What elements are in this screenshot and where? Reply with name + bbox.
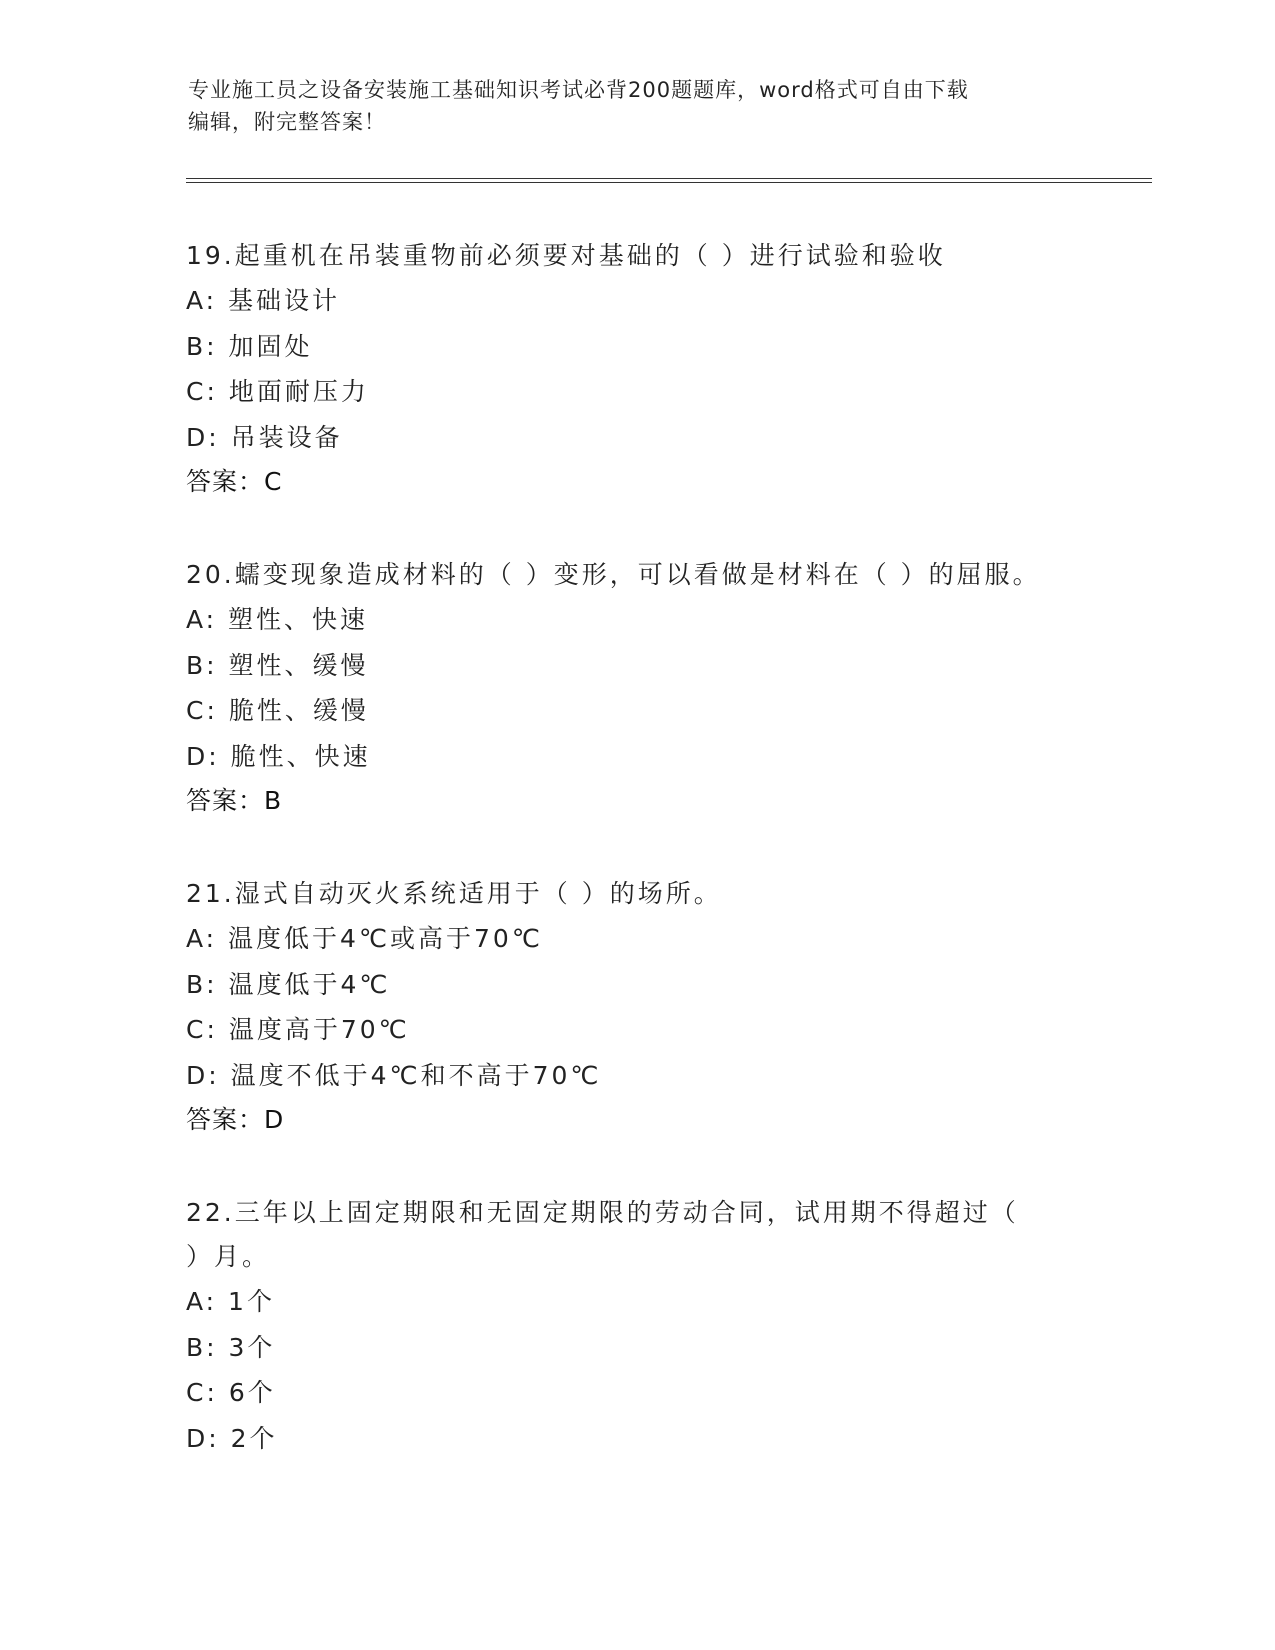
option-c: C: 温度高于70℃ <box>186 1015 410 1044</box>
option-c: C: 脆性、缓慢 <box>186 696 369 725</box>
question-21 <box>186 872 1066 1142</box>
option-b: B: 3个 <box>186 1332 276 1362</box>
answer-line: 答案：D <box>186 1105 285 1134</box>
option-d: D: 吊装设备 <box>186 422 343 452</box>
question-stem-line-1: 22.三年以上固定期限和无固定期限的劳动合同，试用期不得超过（ <box>186 1198 1019 1227</box>
question-stem: 20.蠕变现象造成材料的（ ）变形，可以看做是材料在（ ）的屈服。 <box>186 560 1041 589</box>
option-b: B: 温度低于4℃ <box>186 969 391 999</box>
header-divider-top <box>186 178 1152 179</box>
option-a: A: 1个 <box>186 1287 275 1316</box>
question-19 <box>186 234 1066 504</box>
document-header <box>188 74 1068 138</box>
answer-line: 答案：C <box>186 467 283 496</box>
header-line-1: 专业施工员之设备安装施工基础知识考试必背200题题库，word格式可自由下载 <box>188 78 969 102</box>
question-20 <box>186 553 1066 823</box>
option-a: A: 塑性、快速 <box>186 605 369 634</box>
option-d: D: 温度不低于4℃和不高于70℃ <box>186 1060 602 1090</box>
question-22 <box>186 1191 1066 1461</box>
header-line-2: 编辑，附完整答案！ <box>188 110 386 134</box>
option-c: C: 地面耐压力 <box>186 377 369 406</box>
option-d: D: 脆性、快速 <box>186 741 371 771</box>
question-stem-line-2: ）月。 <box>186 1242 271 1271</box>
answer-line: 答案：B <box>186 786 283 815</box>
option-a: A: 基础设计 <box>186 286 341 315</box>
option-c: C: 6个 <box>186 1378 276 1407</box>
option-b: B: 塑性、缓慢 <box>186 650 369 680</box>
question-stem: 21.湿式自动灭火系统适用于（ ）的场所。 <box>186 879 722 908</box>
option-d: D: 2个 <box>186 1423 278 1453</box>
option-a: A: 温度低于4℃或高于70℃ <box>186 924 543 953</box>
question-stem: 19.起重机在吊装重物前必须要对基础的（ ）进行试验和验收 <box>186 241 946 270</box>
header-divider-bottom <box>186 182 1152 183</box>
option-b: B: 加固处 <box>186 331 313 361</box>
